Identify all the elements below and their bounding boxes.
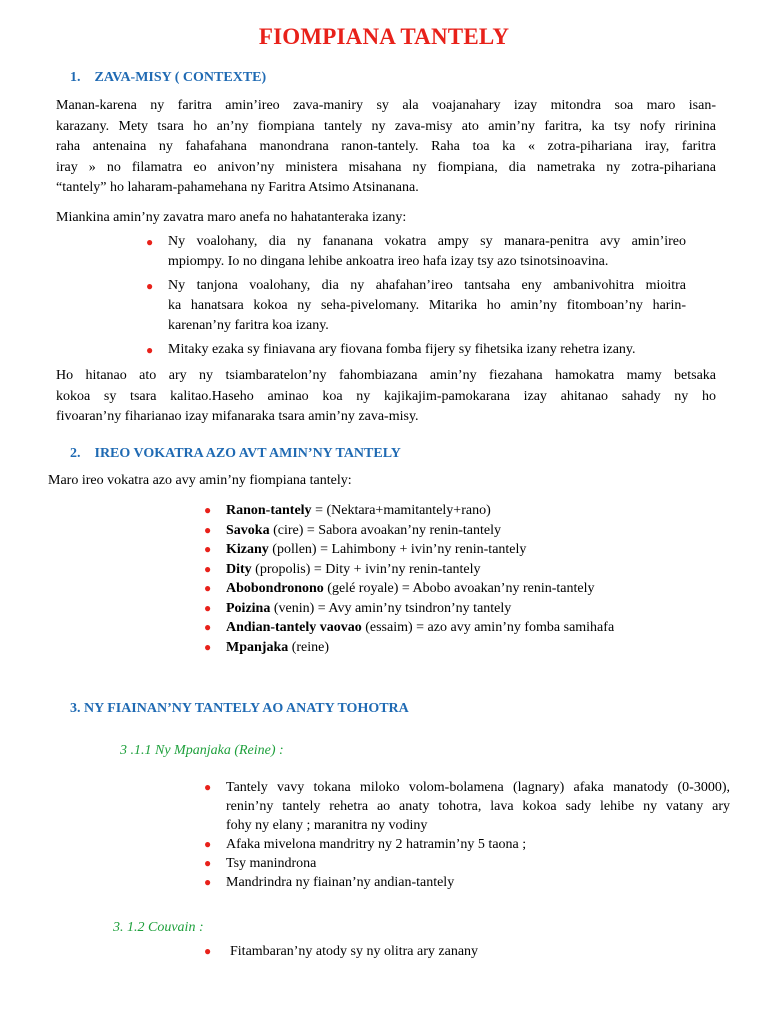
list-item: ● Mandrindra ny fiainan’ny andian-tantely xyxy=(204,875,455,890)
list-item: ● Fitambaran’ny atody sy ny olitra ary zanany xyxy=(204,944,479,959)
section-1-title: ZAVA-MISY ( CONTEXTE) xyxy=(94,70,267,85)
bullet-icon: ● xyxy=(204,522,212,537)
paragraph-line: iray » no filamatra eo anivon’ny ministera misahana ny fiompiana, dia nametraka ny zotra-pihariana xyxy=(56,159,716,175)
list-item: ● Poizina (venin) = Avy amin’ny tsindron’ny tantely xyxy=(200,599,680,619)
list-item: ● Mitaky ezaka sy finiavana ary fiovana fomba fijery sy fihetsika izany rehetra izany. xyxy=(142,340,686,360)
products-list xyxy=(200,501,680,657)
bullet-icon: ● xyxy=(204,581,212,595)
paragraph-line: Manan-karena ny faritra amin’ireo zava-maniry sy ala voajanahary izay mitondra soa maro isan- xyxy=(56,98,716,113)
section-2-number: 2. xyxy=(70,446,81,461)
list-item: ● Tantely vavy tokana miloko volom-bolamena (lagnary) afaka manatody (0-3000), renin’ny tantely rehetra ao anaty tohotra, lava kokoa sady lehibe ny vatany ary fohy ny elany ; maranitra ny vodiny xyxy=(204,780,730,833)
list-item: ● Savoka (cire) = Sabora avoakan’ny renin-tantely xyxy=(200,521,680,541)
brood-bullet-list xyxy=(200,942,730,961)
paragraph-line: raha antenaina ny fahafahana manondrana ranon-tantely. Raha toa ka « zotra-pihariana iray, faritra xyxy=(56,139,716,154)
list-item: ● Tsy manindrona xyxy=(204,856,317,871)
bullet-icon: ● xyxy=(146,235,154,249)
subsection-3-1-2-heading: 3. 1.2 Couvain : xyxy=(113,920,204,935)
list-item: ● Afaka mivelona mandritry ny 2 hatramin’ny 5 taona ; xyxy=(204,837,527,852)
section-1-heading xyxy=(70,70,266,86)
section-1-number: 1. xyxy=(70,70,81,85)
list-item: ● Andian-tantely vaovao (essaim) = azo avy amin’ny fomba samihafa xyxy=(200,618,680,638)
section-1-paragraph-1 xyxy=(56,96,716,199)
list-item: ● Ny tanjona voalohany, dia ny ahafahan’ireo tantsaha eny ambanivohitra mioitra ka hanatsara kokoa ny seha-pivelomany. Mitarika ho amin’ny fitomboan’ny harin- karenan’ny faritra koa izany. xyxy=(146,278,686,333)
bullet-icon: ● xyxy=(204,944,212,958)
bullet-icon: ● xyxy=(204,561,212,576)
paragraph-line: “tantely” ho laharam-pahamehana ny Faritra Atsimo Atsinanana. xyxy=(56,180,419,195)
subsection-3-1-1-heading: 3 .1.1 Ny Mpanjaka (Reine) : xyxy=(120,743,284,758)
list-item: ● Abobondronono (gelé royale) = Abobo avoakan’ny renin-tantely xyxy=(200,579,680,599)
bullet-icon: ● xyxy=(204,600,212,615)
section-1-bullet-list xyxy=(142,232,686,360)
list-item: ● Kizany (pollen) = Lahimbony + ivin’ny renin-tantely xyxy=(200,540,680,560)
list-item: ● Ranon-tantely = (Nektara+mamitantely+rano) xyxy=(200,501,680,521)
bullet-icon: ● xyxy=(204,503,212,517)
bullet-icon: ● xyxy=(146,343,154,357)
bullet-icon: ● xyxy=(204,875,212,889)
section-2-intro: Maro ireo vokatra azo avy amin’ny fiompiana tantely: xyxy=(48,473,352,488)
bullet-icon: ● xyxy=(146,279,154,293)
bullet-icon: ● xyxy=(204,542,212,556)
paragraph-line: karazany. Mety tsara ho an’ny fiompiana tantely ny zava-misy ato amin’ny faritra, ka tsy nofy ririnina xyxy=(56,118,716,134)
paragraph-line: fivoaran’ny fiharianao izay mifanaraka tsara amin’ny zava-misy. xyxy=(56,409,419,424)
section-1-paragraph-3 xyxy=(56,366,716,428)
paragraph-line: kokoa sy tsara kalitao.Haseho aminao koa ny kajikajim-pamokarana izay ahitanao sahady ny ho xyxy=(56,388,716,404)
queen-bullet-list xyxy=(200,778,730,892)
section-2-title: IREO VOKATRA AZO AVT AMIN’NY TANTELY xyxy=(94,446,401,461)
bullet-icon: ● xyxy=(204,837,212,851)
bullet-icon: ● xyxy=(204,620,212,634)
list-item: ● Dity (propolis) = Dity + ivin’ny renin-tantely xyxy=(200,560,680,580)
list-item: ● Mpanjaka (reine) xyxy=(200,638,680,658)
document-title: FIOMPIANA TANTELY xyxy=(258,24,510,49)
bullet-icon: ● xyxy=(204,639,212,654)
paragraph-line: Ho hitanao ato ary ny tsiambaratelon’ny fahombiazana amin’ny fiezahana hamokatra mamy betsaka xyxy=(56,368,716,383)
section-3-heading: 3. NY FIAINAN’NY TANTELY AO ANATY TOHOTRA xyxy=(70,701,409,716)
bullet-icon: ● xyxy=(204,780,212,794)
list-item: ● Ny voalohany, dia ny fananana vokatra ampy sy manara-penitra avy amin’ireo mpiompy. Io no dingana lehibe ankoatra ireo hafa izay tsy azo tsinotsinoavina. xyxy=(146,234,686,269)
bullet-icon: ● xyxy=(204,856,212,870)
section-2-heading xyxy=(70,446,401,462)
section-1-intro: Miankina amin’ny zavatra maro anefa no hahatanteraka izany: xyxy=(56,210,407,225)
